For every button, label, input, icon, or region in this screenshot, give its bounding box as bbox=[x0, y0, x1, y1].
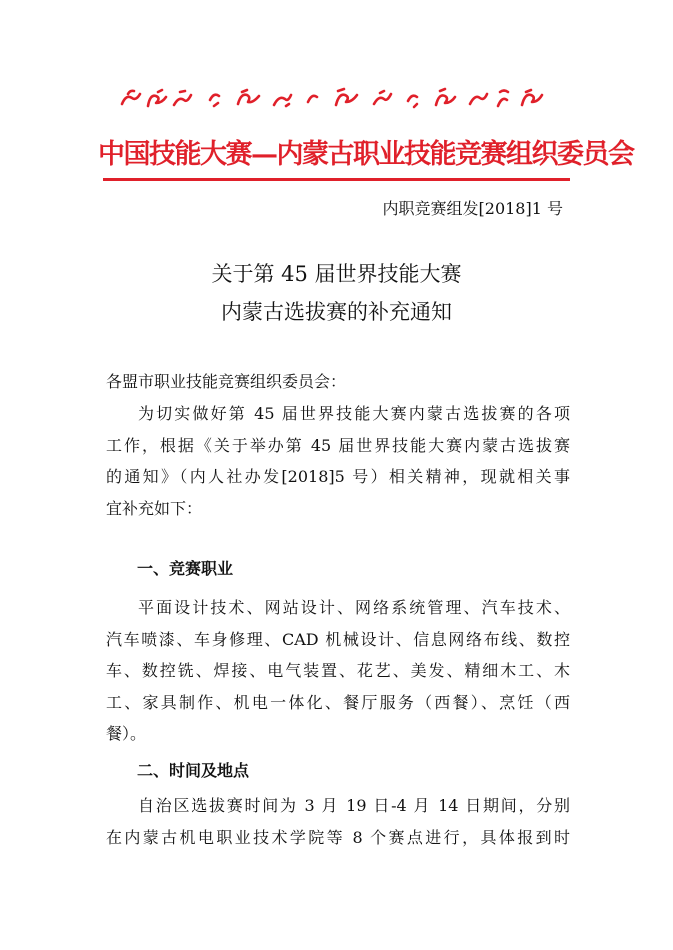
document-title-line-1: 关于第 45 届世界技能大赛 bbox=[211, 262, 462, 286]
section1-line: 车、数控铣、焊接、电气装置、花艺、美发、精细木工、木 bbox=[106, 661, 570, 680]
mongolian-script-header bbox=[118, 86, 558, 112]
document-number: 内职竞赛组发[2018]1 号 bbox=[382, 199, 563, 218]
section1-line: 平面设计技术、网站设计、网络系统管理、汽车技术、 bbox=[138, 598, 570, 617]
section1-line: 工、家具制作、机电一体化、餐厅服务（西餐）、烹饪（西 bbox=[106, 692, 570, 712]
section2-line: 在内蒙古机电职业技术学院等 8 个赛点进行，具体报到时 bbox=[106, 827, 570, 847]
section2-paragraph bbox=[106, 790, 570, 853]
salutation bbox=[106, 366, 570, 398]
section1-line: 餐）。 bbox=[106, 724, 147, 743]
intro-line: 工作，根据《关于举办第 45 届世界技能大赛内蒙古选拔赛 bbox=[106, 435, 570, 455]
committee-title: 中国技能大赛—内蒙古职业技能竞赛组织委员会 bbox=[98, 139, 634, 170]
section2-line: 自治区选拔赛时间为 3 月 19 日-4 月 14 日期间，分别 bbox=[138, 796, 570, 815]
document-title-line-2: 内蒙古选拔赛的补充通知 bbox=[221, 300, 452, 324]
intro-line: 宜补充如下： bbox=[106, 498, 203, 518]
section1-paragraph bbox=[106, 592, 570, 750]
intro-paragraph bbox=[106, 398, 570, 524]
section-heading-time-and-location: 二、时间及地点 bbox=[137, 761, 250, 780]
intro-line: 的通知》（内人社办发[2018]5 号）相关精神，现就相关事 bbox=[106, 467, 570, 486]
red-divider bbox=[103, 178, 570, 181]
salutation-text: 各盟市职业技能竞赛组织委员会： bbox=[106, 372, 347, 391]
intro-line: 为切实做好第 45 届世界技能大赛内蒙古选拔赛的各项 bbox=[138, 404, 570, 423]
section-heading-competition-occupations: 一、竞赛职业 bbox=[137, 559, 234, 578]
section1-line: 汽车喷漆、车身修理、CAD 机械设计、信息网络布线、数控 bbox=[106, 629, 570, 649]
